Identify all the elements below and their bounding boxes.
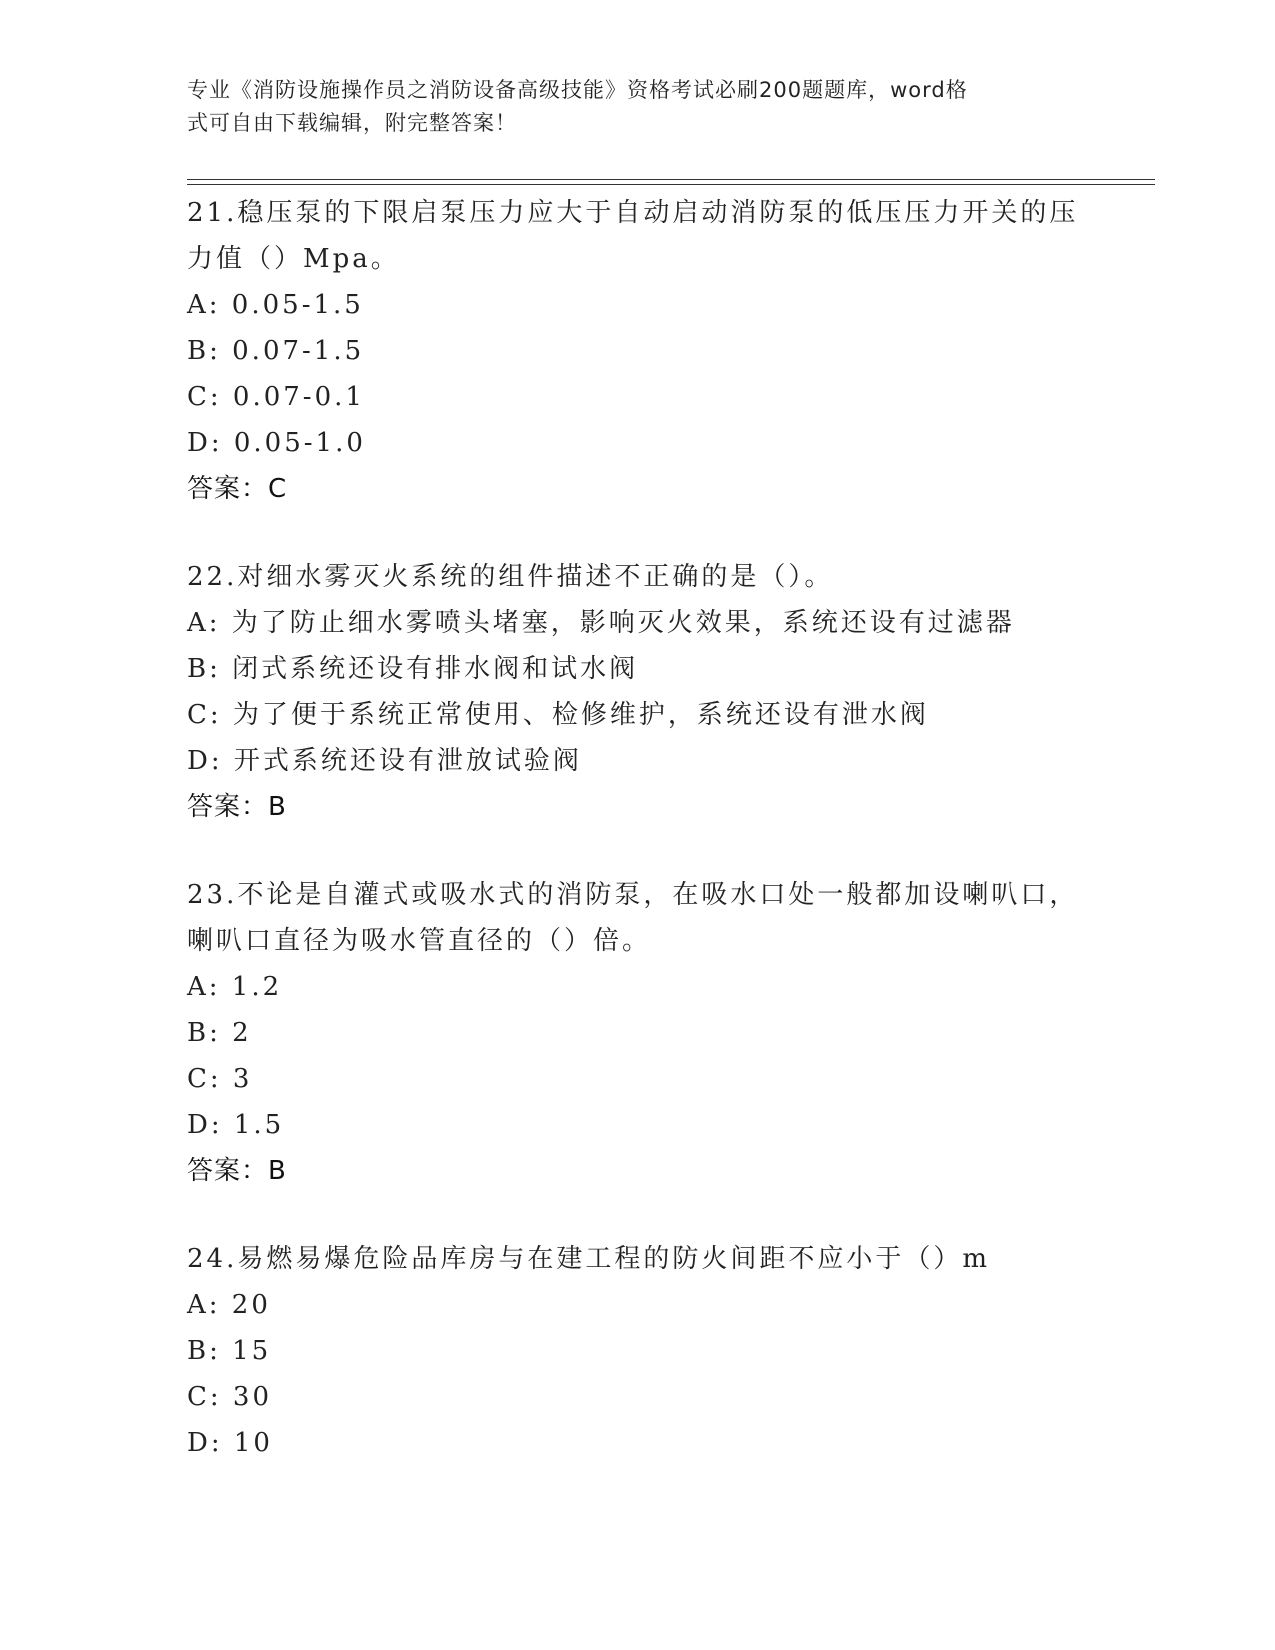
option-a: A: 为了防止细水雾喷头堵塞，影响灭火效果，系统还设有过滤器 (187, 608, 1015, 638)
option-b: B: 闭式系统还设有排水阀和试水阀 (187, 654, 639, 684)
header-divider-bottom (187, 184, 1155, 185)
question-24 (187, 1236, 1087, 1466)
question-22 (187, 554, 1087, 830)
option-a: A: 1.2 (187, 972, 283, 1002)
option-a: A: 20 (187, 1290, 271, 1320)
header-line-2: 式可自由下载编辑，附完整答案！ (187, 111, 517, 135)
option-c: C: 0.07-0.1 (187, 382, 365, 412)
answer-label: 答案： (187, 1156, 269, 1186)
option-c: C: 为了便于系统正常使用、检修维护，系统还设有泄水阀 (187, 700, 929, 730)
answer-label: 答案： (187, 792, 269, 822)
question-text-line-1: 22.对细水雾灭火系统的组件描述不正确的是（）。 (187, 562, 834, 592)
question-text-line-1: 24.易燃易爆危险品库房与在建工程的防火间距不应小于（）m (187, 1244, 991, 1274)
answer-value: C (268, 474, 288, 504)
header-line-1: 专业《消防设施操作员之消防设备高级技能》资格考试必刷200题题库，word格 (187, 78, 968, 102)
question-21 (187, 190, 1087, 512)
option-c: C: 3 (187, 1064, 253, 1094)
question-text-line-1: 21.稳压泵的下限启泵压力应大于自动启动消防泵的低压压力开关的压 (187, 198, 1079, 228)
option-b: B: 15 (187, 1336, 272, 1366)
option-b: B: 2 (187, 1018, 252, 1048)
answer-line (187, 1148, 1087, 1194)
answer-value: B (268, 792, 287, 822)
option-c: C: 30 (187, 1382, 273, 1412)
option-d: D: 开式系统还设有泄放试验阀 (187, 746, 582, 776)
answer-value: B (268, 1156, 287, 1186)
answer-line (187, 784, 1087, 830)
option-d: D: 0.05-1.0 (187, 428, 366, 458)
option-b: B: 0.07-1.5 (187, 336, 365, 366)
question-text-line-1: 23.不论是自灌式或吸水式的消防泵，在吸水口处一般都加设喇叭口， (187, 880, 1079, 910)
option-a: A: 0.05-1.5 (187, 290, 364, 320)
question-text-line-2: 力值（）Mpa。 (187, 244, 400, 274)
option-d: D: 1.5 (187, 1110, 285, 1140)
option-d: D: 10 (187, 1428, 273, 1458)
question-text-line-2: 喇叭口直径为吸水管直径的（）倍。 (187, 926, 652, 956)
header-divider-top (187, 179, 1155, 180)
question-list (187, 190, 1087, 1466)
answer-line (187, 466, 1087, 512)
question-23 (187, 872, 1087, 1194)
answer-label: 答案： (187, 474, 269, 504)
document-header (187, 74, 1067, 140)
